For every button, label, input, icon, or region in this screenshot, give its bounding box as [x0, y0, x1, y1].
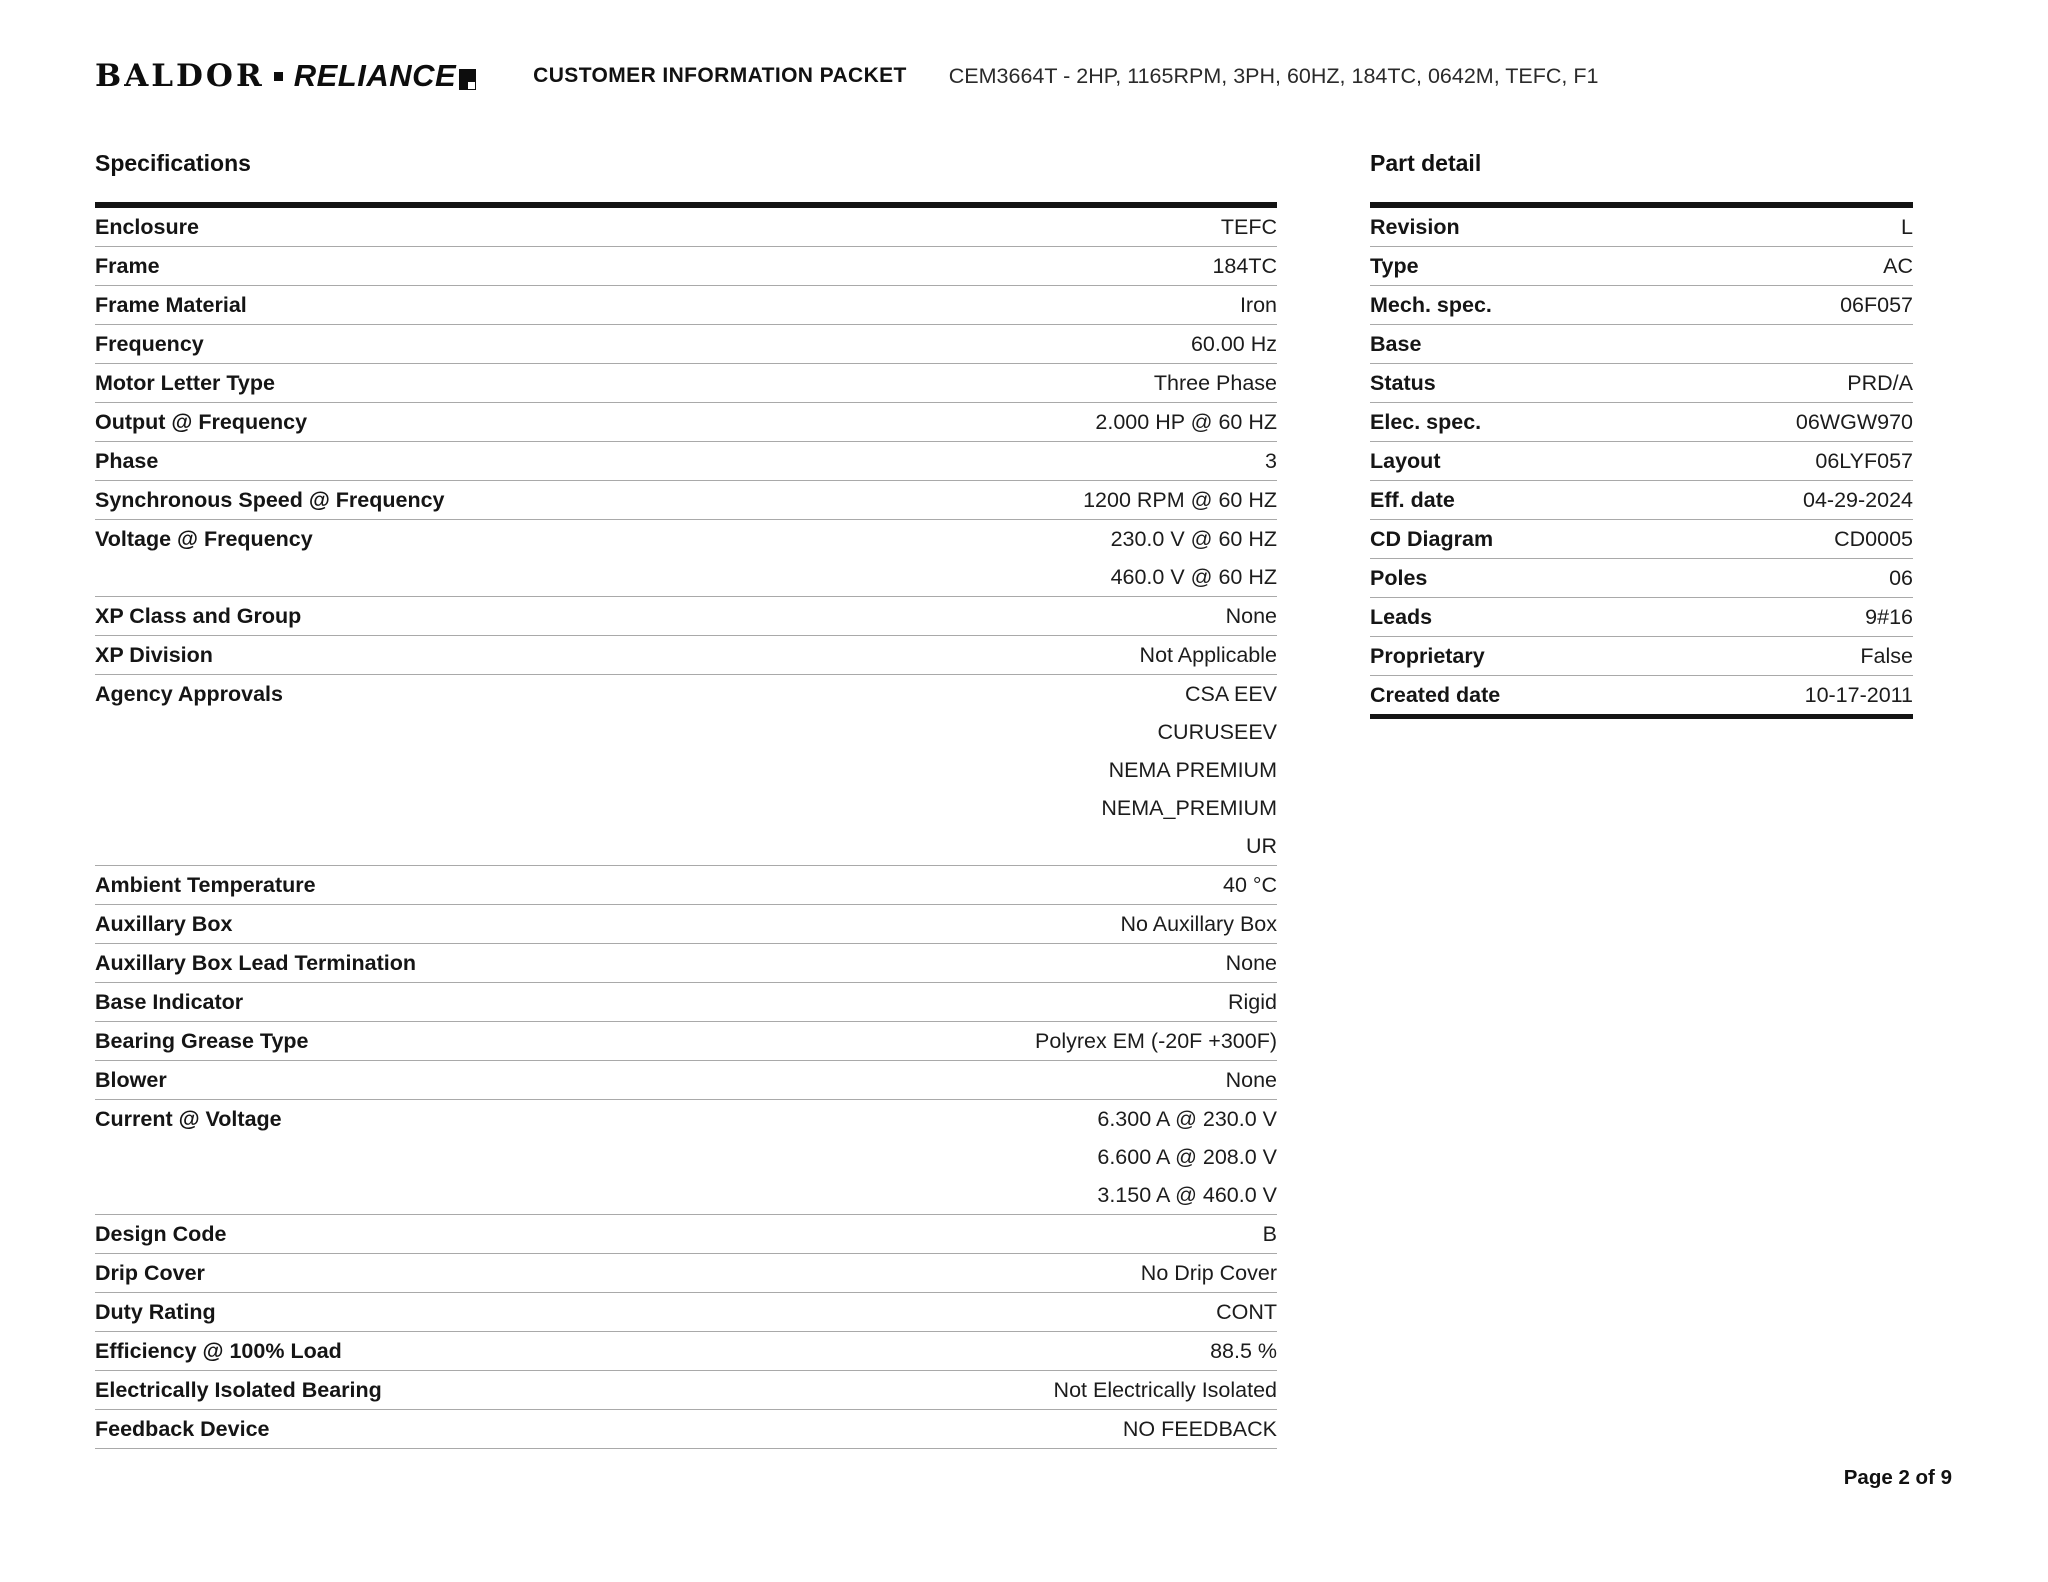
row-label: Elec. spec. [1370, 410, 1482, 434]
table-row [95, 905, 1277, 944]
table-row [95, 1410, 1277, 1449]
table-row [1370, 208, 1913, 247]
table-row [95, 247, 1277, 286]
row-values [1847, 364, 1913, 402]
row-values [1805, 676, 1913, 714]
product-description: CEM3664T - 2HP, 1165RPM, 3PH, 60HZ, 184TC, 0642M, TEFC, F1 [948, 63, 1599, 88]
specifications-heading: Specifications [95, 150, 251, 176]
row-label: Auxillary Box Lead Termination [95, 951, 416, 975]
baldor-logo-mark-icon [459, 69, 476, 90]
row-label: Created date [1370, 683, 1501, 707]
row-value: None [1225, 951, 1277, 975]
row-value: 06 [1889, 566, 1913, 590]
row-values [1865, 598, 1913, 636]
table-row [95, 675, 1277, 866]
row-value: False [1860, 644, 1913, 668]
table-row [95, 944, 1277, 983]
row-values [1226, 944, 1277, 982]
row-values [1191, 325, 1277, 363]
table-row [1370, 598, 1913, 637]
table-row [95, 866, 1277, 905]
row-value: 3.150 A @ 460.0 V [1097, 1183, 1277, 1207]
row-value: 06F057 [1840, 293, 1913, 317]
row-value: No Drip Cover [1140, 1261, 1277, 1285]
row-value: NEMA_PREMIUM [1101, 796, 1277, 820]
table-row [1370, 520, 1913, 559]
row-values [1154, 364, 1277, 402]
row-label: Frame [95, 254, 160, 278]
specifications-table [95, 202, 1277, 1449]
table-row [95, 364, 1277, 403]
table-row [1370, 676, 1913, 719]
table-row [95, 983, 1277, 1022]
table-row [1370, 247, 1913, 286]
row-value: Rigid [1228, 990, 1277, 1014]
row-value: NO FEEDBACK [1122, 1417, 1277, 1441]
row-label: Duty Rating [95, 1300, 216, 1324]
row-label: Voltage @ Frequency [95, 527, 313, 551]
row-value: 06WGW970 [1795, 410, 1913, 434]
row-values [1141, 1254, 1277, 1292]
row-values [1796, 403, 1913, 441]
row-value: None [1225, 604, 1277, 628]
row-values [1834, 520, 1913, 558]
row-value: CSA EEV [1184, 682, 1277, 706]
table-row [95, 1022, 1277, 1061]
row-label: Bearing Grease Type [95, 1029, 309, 1053]
row-label: Ambient Temperature [95, 873, 316, 897]
row-values [1054, 1371, 1277, 1409]
table-row [95, 442, 1277, 481]
row-value: AC [1883, 254, 1913, 278]
row-label: Frequency [95, 332, 204, 356]
row-values [1111, 520, 1277, 596]
row-value: 04-29-2024 [1803, 488, 1913, 512]
table-row [95, 1215, 1277, 1254]
row-values [1221, 208, 1277, 246]
row-value: Three Phase [1153, 371, 1277, 395]
table-row [95, 325, 1277, 364]
row-values [1889, 559, 1913, 597]
row-value: TEFC [1220, 215, 1277, 239]
part-detail-heading: Part detail [1370, 150, 1482, 176]
row-value: PRD/A [1847, 371, 1913, 395]
row-value: CD0005 [1834, 527, 1913, 551]
row-value: 1200 RPM @ 60 HZ [1083, 488, 1277, 512]
row-label: CD Diagram [1370, 527, 1494, 551]
part-detail-table [1370, 202, 1913, 719]
row-value: B [1262, 1222, 1277, 1246]
row-value: 40 °C [1222, 873, 1277, 897]
table-row [95, 1293, 1277, 1332]
row-label: Phase [95, 449, 159, 473]
table-row [95, 520, 1277, 597]
row-label: Electrically Isolated Bearing [95, 1378, 382, 1402]
row-label: Mech. spec. [1370, 293, 1492, 317]
row-label: Design Code [95, 1222, 227, 1246]
row-value: 6.300 A @ 230.0 V [1097, 1107, 1277, 1131]
row-value: 60.00 Hz [1190, 332, 1277, 356]
row-values [1883, 247, 1913, 285]
row-values [1840, 286, 1913, 324]
table-row [95, 286, 1277, 325]
row-value: 9#16 [1865, 605, 1913, 629]
row-value: 460.0 V @ 60 HZ [1110, 565, 1277, 589]
row-label: Enclosure [95, 215, 199, 239]
row-label: Output @ Frequency [95, 410, 308, 434]
row-label: Motor Letter Type [95, 371, 275, 395]
row-values [1860, 637, 1913, 675]
row-label: Type [1370, 254, 1419, 278]
row-label: Agency Approvals [95, 682, 283, 706]
row-values [1223, 866, 1277, 904]
row-label: Poles [1370, 566, 1428, 590]
page-header [95, 58, 1958, 94]
row-values [1228, 983, 1277, 1021]
row-label: Blower [95, 1068, 167, 1092]
table-row [1370, 286, 1913, 325]
row-value: L [1901, 215, 1913, 239]
table-row [1370, 637, 1913, 676]
row-values [1815, 442, 1913, 480]
row-values [1120, 905, 1277, 943]
row-value: Polyrex EM (-20F +300F) [1035, 1029, 1277, 1053]
row-value: 230.0 V @ 60 HZ [1110, 527, 1277, 551]
row-label: XP Class and Group [95, 604, 302, 628]
row-value: Iron [1239, 293, 1277, 317]
row-value: 10-17-2011 [1804, 683, 1913, 707]
table-row [95, 1254, 1277, 1293]
row-label: Drip Cover [95, 1261, 205, 1285]
row-values [1265, 442, 1277, 480]
row-label: Leads [1370, 605, 1433, 629]
row-values [1226, 1061, 1277, 1099]
row-value: 184TC [1212, 254, 1277, 278]
logo-dot-icon [274, 72, 283, 81]
row-values [1097, 1100, 1277, 1214]
row-value: NEMA PREMIUM [1108, 758, 1277, 782]
row-label: Status [1370, 371, 1436, 395]
table-row [1370, 481, 1913, 520]
row-value: CURUSEEV [1157, 720, 1277, 744]
part-detail-section [1370, 150, 1913, 719]
row-value: 88.5 % [1210, 1339, 1277, 1363]
table-row [1370, 403, 1913, 442]
row-values [1140, 636, 1277, 674]
row-values [1210, 1332, 1277, 1370]
row-values [1901, 208, 1913, 246]
table-row [95, 636, 1277, 675]
row-values [1263, 1215, 1277, 1253]
row-label: Auxillary Box [95, 912, 233, 936]
row-value: 06LYF057 [1815, 449, 1913, 473]
page-number: Page 2 of 9 [1843, 1466, 1952, 1489]
table-row [95, 1061, 1277, 1100]
table-row [95, 481, 1277, 520]
baldor-reliance-logo [95, 58, 476, 94]
table-row [95, 1332, 1277, 1371]
row-values [1226, 597, 1277, 635]
row-label: XP Division [95, 643, 213, 667]
table-row [1370, 325, 1913, 364]
row-values [1083, 481, 1277, 519]
logo-baldor-text: BALDOR [95, 58, 265, 94]
row-values [1240, 286, 1277, 324]
row-value: UR [1245, 834, 1277, 858]
table-row [1370, 442, 1913, 481]
row-values [1095, 403, 1277, 441]
table-row [95, 597, 1277, 636]
row-value: None [1225, 1068, 1277, 1092]
row-values [1035, 1022, 1277, 1060]
table-row [95, 1100, 1277, 1215]
row-label: Base [1370, 332, 1422, 356]
row-label: Eff. date [1370, 488, 1455, 512]
logo-reliance-text: RELIANCE [293, 58, 457, 93]
row-label: Feedback Device [95, 1417, 270, 1441]
row-value: 3 [1265, 449, 1277, 473]
row-values [1101, 675, 1277, 865]
row-label: Base Indicator [95, 990, 244, 1014]
row-label: Revision [1370, 215, 1460, 239]
row-label: Efficiency @ 100% Load [95, 1339, 342, 1363]
table-row [95, 1371, 1277, 1410]
row-values [1216, 1293, 1277, 1331]
table-row [95, 208, 1277, 247]
table-row [1370, 364, 1913, 403]
table-row [1370, 559, 1913, 598]
row-value: No Auxillary Box [1120, 912, 1277, 936]
row-value: 2.000 HP @ 60 HZ [1095, 410, 1277, 434]
row-value: Not Electrically Isolated [1053, 1378, 1277, 1402]
row-label: Frame Material [95, 293, 247, 317]
row-value: CONT [1216, 1300, 1277, 1324]
row-value: 6.600 A @ 208.0 V [1097, 1145, 1277, 1169]
row-values [1212, 247, 1277, 285]
row-label: Layout [1370, 449, 1441, 473]
row-value: Not Applicable [1139, 643, 1277, 667]
row-label: Synchronous Speed @ Frequency [95, 488, 445, 512]
document-title: CUSTOMER INFORMATION PACKET [533, 64, 907, 87]
table-row [95, 403, 1277, 442]
row-values [1803, 481, 1913, 519]
specifications-section [95, 150, 1277, 1449]
row-label: Current @ Voltage [95, 1107, 282, 1131]
row-values [1123, 1410, 1277, 1448]
row-label: Proprietary [1370, 644, 1485, 668]
